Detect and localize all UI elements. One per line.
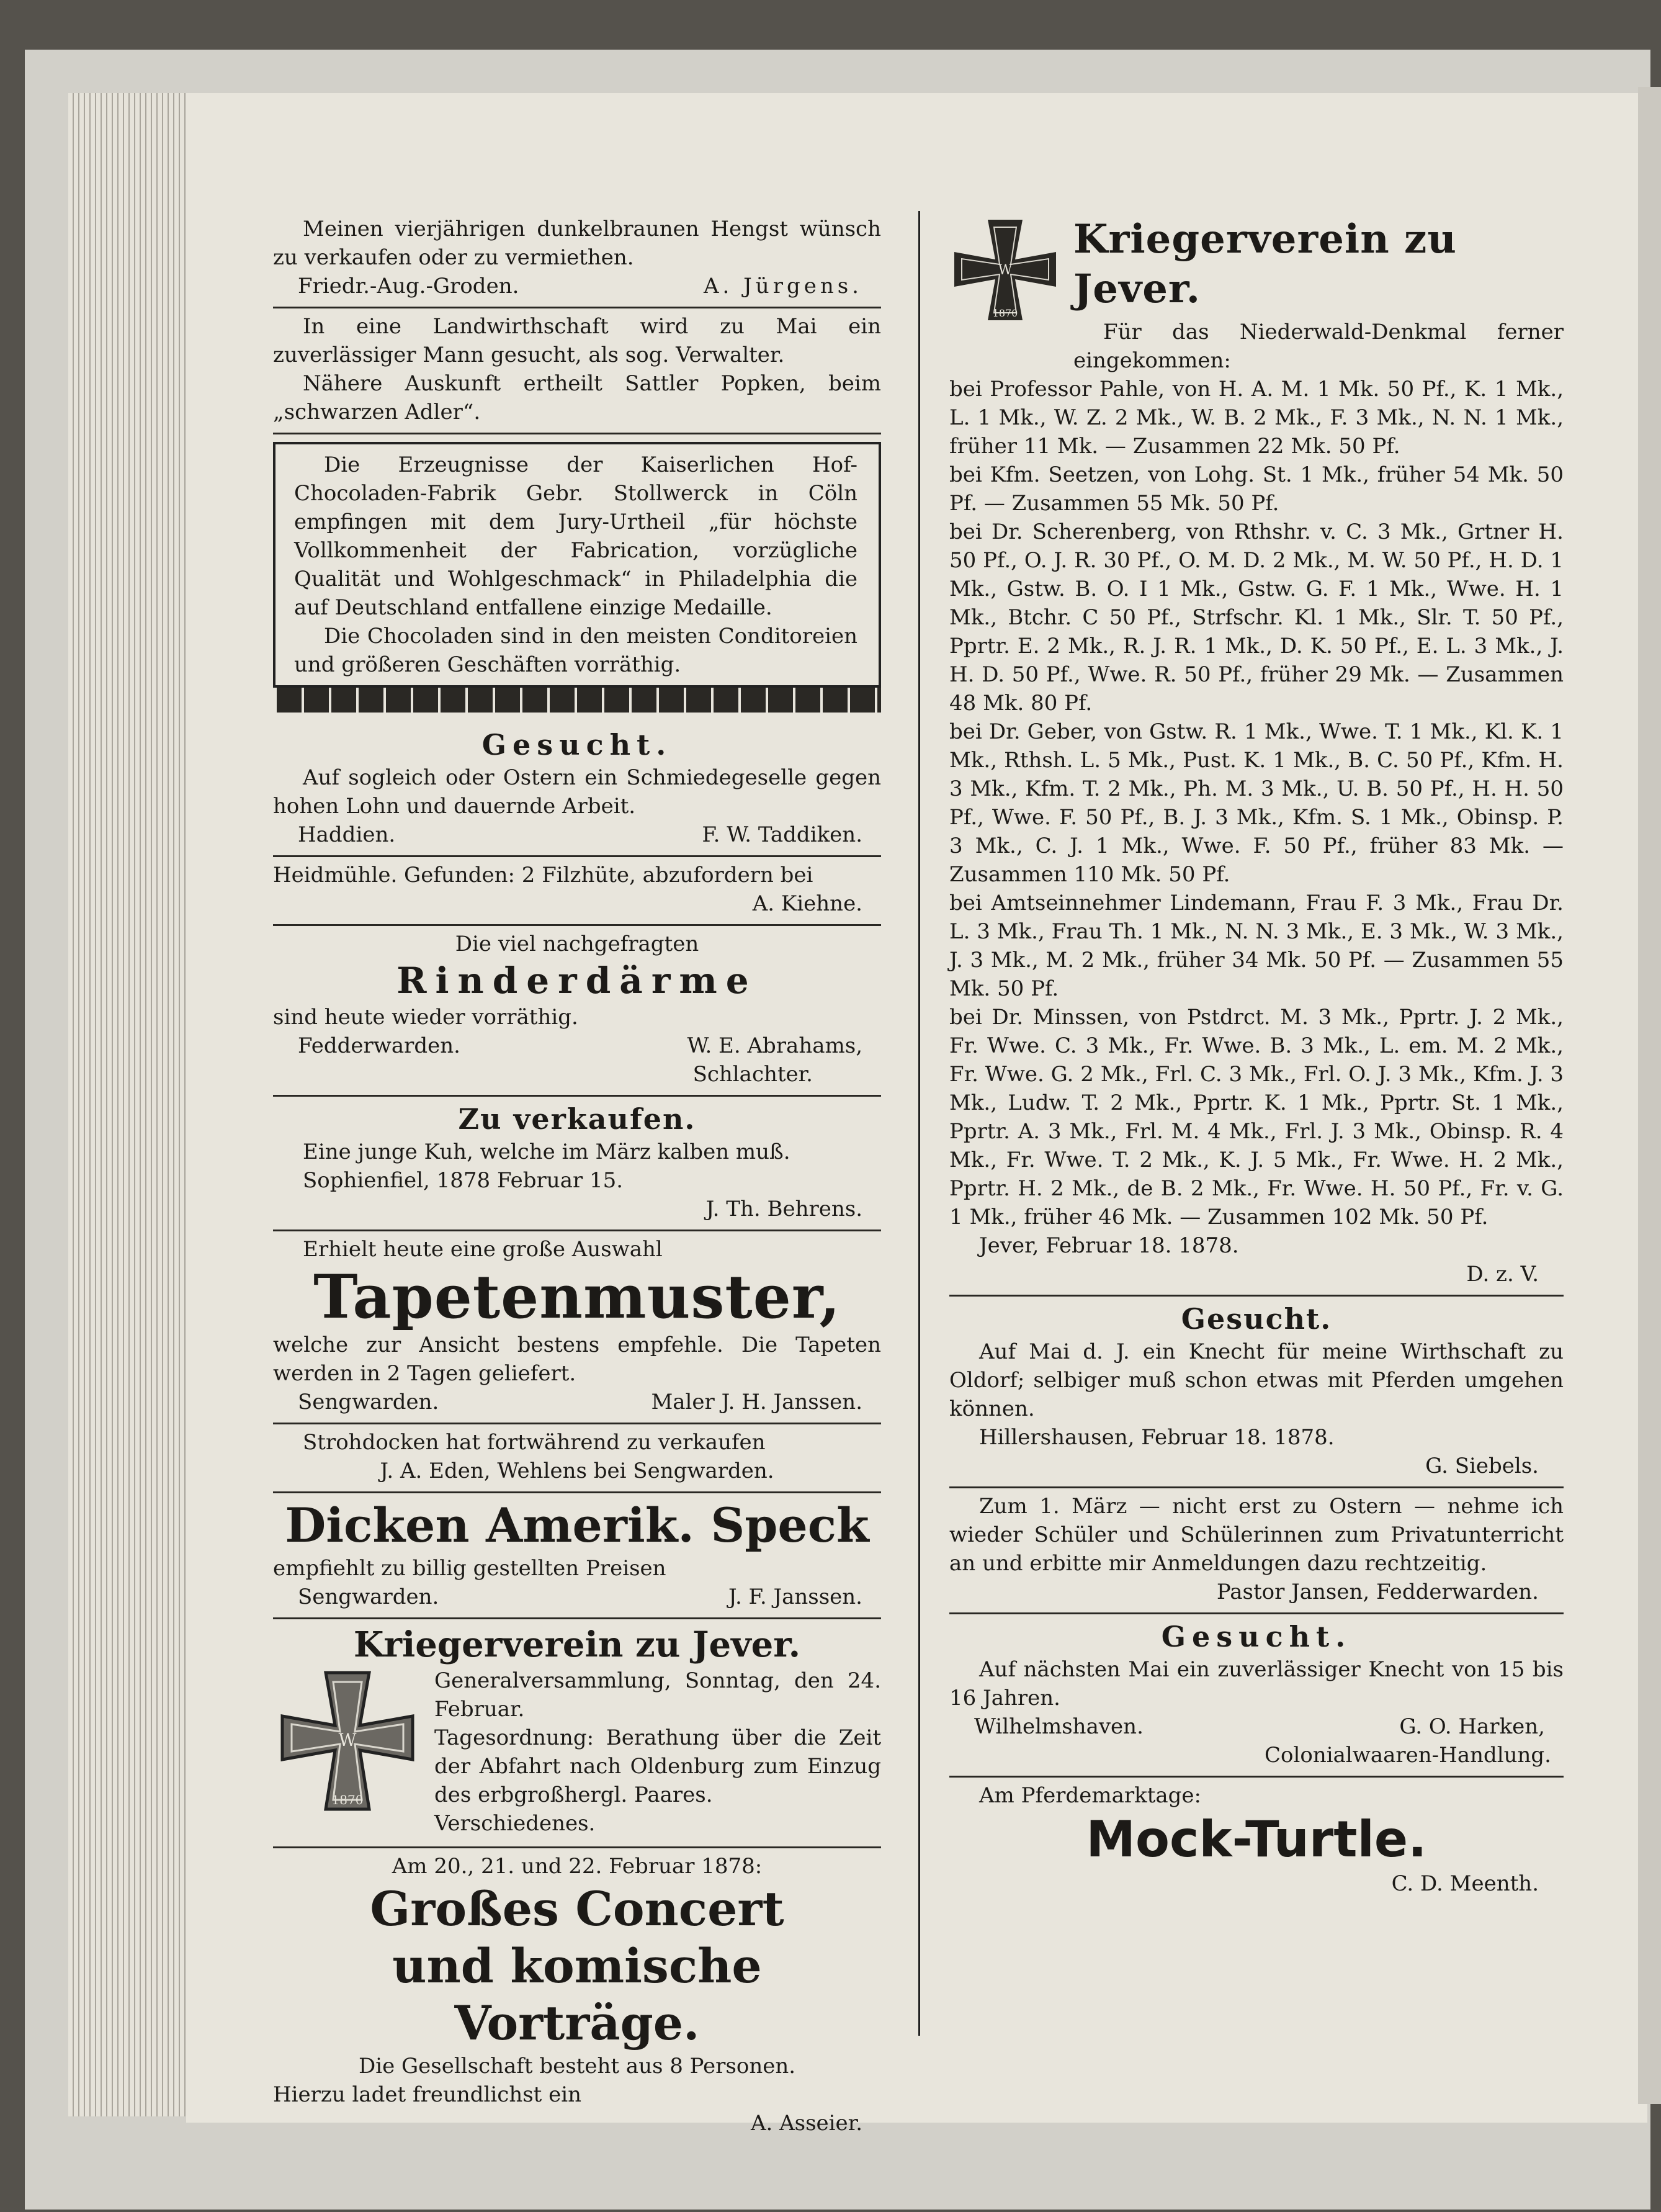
ad-post: sind heute wieder vorräthig. — [273, 1005, 578, 1030]
ad-date: Hillershausen, Februar 18. 1878. — [979, 1425, 1335, 1450]
ad-text: Auf sogleich oder Ostern ein Schmiedegeselle gegen hohen Lohn und dauernde Arbeit. — [273, 765, 881, 819]
ad-text: Eine junge Kuh, welche im März kalben muß. — [303, 1140, 790, 1164]
donation-entry: bei Dr. Scherenberg, von Rthshr. v. C. 3 Mk., Grtner H. 50 Pf., O. J. R. 30 Pf., O. M. D. 2 Mk., M. W. 50 Pf., H. D. 1 Mk., Gstw. B. O. I 1 Mk., Gstw. G. F. 1 Mk., Wwe. H. 1 Mk., Btchr. C 50 Pf., Strfschr. Kl. 1 Mk., Slr. T. 50 Pf., Pprtr. E. 2 Mk., R. J. R. 1 Mk., D. K. 50 Pf., E. L. 3 Mk., J. H. D. 50 Pf., Wwe. R. 50 Pf., früher 29 Mk. — Zusammen 48 Mk. 80 Pf. — [949, 519, 1564, 716]
ad-chocolade — [273, 434, 881, 722]
ad-tapeten — [273, 1231, 881, 1424]
ad-text: Die Erzeugnisse der Kaiserlichen Hof-Chocoladen-Fabrik Gebr. Stollwerck in Cöln empfingen mit dem Jury-Urtheil „für höchste Vollkommenheit der Fabrication, vorzügliche Qualität und Wohlgeschmack“ in Philadelphia die auf Deutschland entfallene einzige Medaille. — [294, 452, 857, 620]
ad-dates: Am 20., 21. und 22. Februar 1878: — [392, 1854, 763, 1879]
ad-name: Pastor Jansen, Fedderwarden. — [1216, 1580, 1539, 1604]
ad-speck — [273, 1493, 881, 1619]
ad-signature — [273, 1583, 881, 1611]
ad-name: A. Asseier. — [750, 2111, 862, 2136]
ad-role: Colonialwaaren-Handlung. — [1265, 1743, 1551, 1768]
cross-year: 1870 — [331, 1792, 364, 1807]
iron-cross-icon — [273, 1666, 422, 1840]
ad-title: Gesucht. — [1181, 1302, 1332, 1336]
chocolade-frame — [273, 442, 881, 688]
ad-text: Strohdocken hat fortwährend zu verkaufen — [303, 1430, 766, 1455]
ad-signature — [273, 821, 881, 849]
ad-privatunterricht — [949, 1488, 1564, 1614]
ad-text-2: Die Chocoladen sind in den meisten Conditoreien und größeren Geschäften vorräthig. — [294, 624, 857, 677]
ad-place: Friedr.-Aug.-Groden. — [298, 274, 519, 299]
ad-body — [273, 1666, 881, 1840]
ad-info: Nähere Auskunft ertheilt Sattler Popken, beim „schwarzen Adler“. — [273, 371, 881, 425]
ad-name: J. Th. Behrens. — [705, 1197, 862, 1221]
column-divider — [918, 211, 920, 2036]
iron-cross-icon — [949, 215, 1061, 345]
ad-strohdocken — [273, 1424, 881, 1493]
ad-mock-turtle — [949, 1778, 1564, 1904]
ad-text: In eine Landwirthschaft wird zu Mai ein zuverlässiger Mann gesucht, als sog. Verwalter. — [273, 314, 881, 367]
ad-title: Tapetenmuster, — [313, 1262, 841, 1332]
ad-title: Dicken Amerik. Speck — [285, 1498, 869, 1553]
ad-title-2: und komische Vorträge. — [392, 1938, 762, 2051]
ad-header-text — [1073, 215, 1564, 375]
ad-heidmuehle — [273, 857, 881, 926]
ad-signature — [273, 1388, 881, 1416]
ad-gesucht-knecht-wilhelmshaven — [949, 1614, 1564, 1778]
ad-header — [949, 215, 1564, 375]
ad-date: Sophienfiel, 1878 Februar 15. — [303, 1168, 624, 1193]
ad-hengst — [273, 211, 881, 308]
ad-title: Rinderdärme — [396, 960, 758, 1002]
ad-title-1: Großes Concert — [370, 1881, 784, 1936]
ad-name: A. Jürgens. — [704, 274, 862, 299]
ad-name: G. O. Harken, — [1399, 1714, 1545, 1739]
ad-date: Jever, Februar 18. 1878. — [979, 1233, 1239, 1258]
donation-entry: bei Professor Pahle, von H. A. M. 1 Mk. 50 Pf., K. 1 Mk., L. 1 Mk., W. Z. 2 Mk., W. B. 2 Mk., F. 3 Mk., N. N. 1 Mk., früher 11 Mk. — Zusammen 22 Mk. 50 Pf. — [949, 377, 1564, 459]
ad-title: Gesucht. — [1161, 1620, 1352, 1653]
ad-text-block — [434, 1666, 881, 1838]
ad-text: welche zur Ansicht bestens empfehle. Die Tapeten werden in 2 Tagen geliefert. — [273, 1333, 881, 1386]
ad-gesucht-schmied — [273, 722, 881, 857]
ad-title: Kriegerverein zu Jever. — [1073, 216, 1457, 312]
ad-invite: Hierzu ladet freundlichst ein — [273, 2082, 582, 2107]
ad-text: Auf Mai d. J. ein Knecht für meine Wirthschaft zu Oldorf; selbiger muß schon etwas mit Pferden umgehen können. — [949, 1339, 1564, 1421]
ad-name: C. D. Meenth. — [1391, 1871, 1539, 1896]
donation-entry: bei Amtseinnehmer Lindemann, Frau F. 3 Mk., Frau Dr. L. 3 Mk., Frau Th. 1 Mk., N. N. 3 Mk., E. 3 Mk., W. 3 Mk., J. 3 Mk., M. 2 Mk., früher 34 Mk. 50 Pf. — Zusammen 55 Mk. 50 Pf. — [949, 891, 1564, 1001]
ad-line-1: Generalversammlung, Sonntag, den 24. Februar. — [434, 1668, 881, 1722]
next-page-edge — [1638, 87, 1661, 2104]
donation-entry: bei Dr. Minssen, von Pstdrct. M. 3 Mk., Pprtr. J. 2 Mk., Fr. Wwe. C. 3 Mk., Fr. Wwe. B. 3 Mk., L. em. M. 2 Mk., Fr. Wwe. G. 2 Mk., Frl. C. 3 Mk., Frl. O. J. 3 Mk., Kfm. J. 3 Mk., Ludw. T. 2 Mk., Pprtr. K. 1 Mk., Pprtr. St. 1 Mk., Pprtr. A. 3 Mk., Frl. M. 4 Mk., Frl. J. 3 Mk., Obinsp. R. 4 Mk., Fr. Wwe. T. 2 Mk., K. J. 5 Mk., Fr. Wwe. H. 2 Mk., Pprtr. H. 2 Mk., de B. 2 Mk., Fr. Wwe. H. 50 Pf., Fr. v. G. 1 Mk., früher 46 Mk. — Zusammen 102 Mk. 50 Pf. — [949, 1005, 1564, 1230]
ad-pre: Am Pferdemarktage: — [979, 1783, 1201, 1808]
ad-kriegerverein-denkmal — [949, 211, 1564, 1297]
ad-verwalter — [273, 308, 881, 434]
ad-line-3: Verschiedenes. — [434, 1811, 596, 1836]
ad-signature — [273, 1032, 881, 1060]
ad-signature — [273, 272, 881, 300]
ad-sign: D. z. V. — [1466, 1262, 1539, 1287]
ad-name: J. F. Janssen. — [728, 1585, 862, 1609]
ad-name: A. Kiehne. — [752, 891, 862, 916]
ad-role: Schlachter. — [692, 1062, 813, 1087]
ad-concert — [273, 1848, 881, 2144]
frame-ornament-border — [277, 688, 881, 713]
ad-text: Die Gesellschaft besteht aus 8 Personen. — [358, 2054, 796, 2079]
ad-place: Sengwarden. — [298, 1390, 439, 1414]
ad-name: G. Siebels. — [1425, 1454, 1539, 1478]
ad-kuh — [273, 1097, 881, 1231]
ad-pre: Erhielt heute eine große Auswahl — [303, 1237, 663, 1262]
cross-year: 1870 — [992, 307, 1018, 319]
ad-gesucht-knecht-oldorf — [949, 1297, 1564, 1488]
cross-letter: W — [338, 1730, 357, 1750]
ad-place: Haddien. — [298, 822, 396, 847]
donation-entry: bei Dr. Geber, von Gstw. R. 1 Mk., Wwe. T. 1 Mk., Kl. K. 1 Mk., Rthsh. L. 5 Mk., Pust. K. 1 Mk., B. C. 50 Pf., Kfm. H. 3 Mk., Kfm. T. 2 Mk., Ph. M. 3 Mk., U. B. 50 Pf., H. H. 50 Pf., Wwe. F. 50 Pf., B. J. 3 Mk., Kfm. S. 1 Mk., Obinsp. P. 3 Mk., C. J. 1 Mk., Wwe. F. 50 Pf., früher 83 Mk. — Zusammen 110 Mk. 50 Pf. — [949, 719, 1564, 887]
ad-title: Zu verkaufen. — [458, 1102, 696, 1136]
cross-letter: W — [998, 263, 1013, 278]
ad-rinderdaerme — [273, 926, 881, 1097]
ad-name: Maler J. H. Janssen. — [651, 1390, 862, 1414]
ad-place: Wilhelmshaven. — [974, 1714, 1144, 1739]
ad-kriegerverein-versammlung — [273, 1619, 881, 1848]
ad-text: Zum 1. März — nicht erst zu Ostern — nehme ich wieder Schüler und Schülerinnen zum Privatunterricht an und erbitte mir Anmeldungen dazu rechtzeitig. — [949, 1494, 1564, 1576]
ad-text: Auf nächsten Mai ein zuverlässiger Knecht von 15 bis 16 Jahren. — [949, 1657, 1564, 1711]
ad-line-2: Tagesordnung: Berathung über die Zeit der Abfahrt nach Oldenburg zum Einzug des erbgroßhergl. Paares. — [434, 1725, 881, 1807]
ad-intro: Für das Niederwald-Denkmal ferner eingekommen: — [1073, 320, 1564, 373]
ad-signature — [949, 1712, 1564, 1741]
ad-text: Meinen vierjährigen dunkelbraunen Hengst wünsch zu verkaufen oder zu vermiethen. — [273, 217, 881, 270]
ad-name: W. E. Abrahams, — [687, 1033, 862, 1058]
ad-name: J. A. Eden, Wehlens bei Sengwarden. — [380, 1459, 774, 1483]
ad-title: Mock-Turtle. — [1086, 1810, 1427, 1868]
ad-place: Sengwarden. — [298, 1585, 439, 1609]
ad-pre: Die viel nachgefragten — [455, 932, 699, 956]
ad-name: F. W. Taddiken. — [702, 822, 862, 847]
ad-text: Heidmühle. Gefunden: 2 Filzhüte, abzufordern bei — [273, 863, 813, 888]
right-column — [949, 211, 1564, 1904]
ad-place: Fedderwarden. — [298, 1033, 460, 1058]
ad-title: Gesucht. — [481, 728, 673, 762]
left-column — [273, 211, 881, 2144]
ad-text: empfiehlt zu billig gestellten Preisen — [273, 1556, 666, 1581]
ad-title: Kriegerverein zu Jever. — [353, 1624, 801, 1665]
donation-entry: bei Kfm. Seetzen, von Lohg. St. 1 Mk., früher 54 Mk. 50 Pf. — Zusammen 55 Mk. 50 Pf. — [949, 462, 1564, 516]
